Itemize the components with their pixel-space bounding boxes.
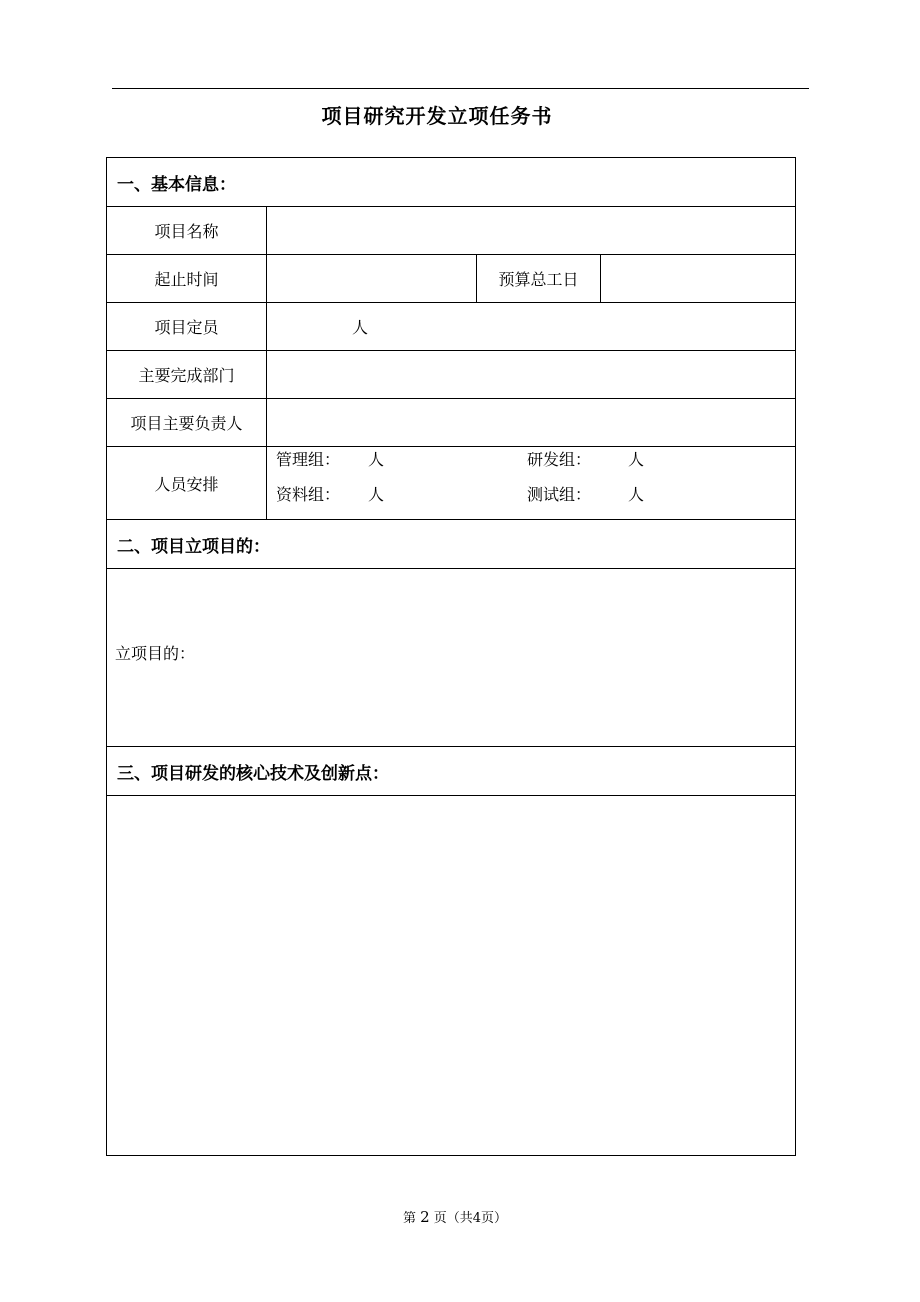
dept-field[interactable]	[267, 351, 795, 398]
staffing-row	[107, 447, 795, 520]
lead-label: 项目主要负责人	[107, 399, 267, 446]
lead-row	[107, 399, 795, 447]
section-basic-info-heading: 一、基本信息：	[107, 158, 795, 207]
header-rule	[112, 88, 809, 89]
footer-page-number: 2	[420, 1208, 430, 1226]
page-footer	[0, 1207, 910, 1226]
staffing-label: 人员安排	[107, 447, 267, 519]
tech-innovation-field[interactable]	[107, 796, 795, 1155]
section-purpose-heading: 二、项目立项目的：	[107, 520, 795, 569]
document-title: 项目研究开发立项任务书	[321, 104, 553, 128]
purpose-label: 立项目的：	[115, 644, 196, 663]
project-name-field[interactable]	[267, 207, 795, 254]
project-name-row	[107, 207, 795, 255]
group-docs-unit[interactable]: 人	[368, 485, 385, 504]
group-test-label: 测试组：	[527, 485, 592, 504]
budget-days-field[interactable]	[601, 255, 795, 302]
budget-days-label: 预算总工日	[476, 255, 601, 302]
footer-suffix: 页（共4页）	[433, 1211, 508, 1226]
group-management-label: 管理组：	[276, 450, 341, 469]
period-field[interactable]	[267, 255, 476, 302]
period-row	[107, 255, 795, 303]
period-label: 起止时间	[107, 255, 267, 302]
group-management-unit[interactable]: 人	[368, 450, 385, 469]
staffing-grid	[267, 447, 795, 519]
dept-row	[107, 351, 795, 399]
footer-prefix: 第	[402, 1211, 416, 1226]
headcount-row	[107, 303, 795, 351]
headcount-label: 项目定员	[107, 303, 267, 350]
project-name-label: 项目名称	[107, 207, 267, 254]
headcount-field[interactable]	[267, 303, 795, 350]
dept-label: 主要完成部门	[107, 351, 267, 398]
headcount-unit: 人	[352, 318, 369, 337]
group-test-unit[interactable]: 人	[628, 485, 645, 504]
group-docs-label: 资料组：	[276, 485, 341, 504]
group-rnd-unit[interactable]: 人	[628, 450, 645, 469]
section-tech-heading: 三、项目研发的核心技术及创新点：	[107, 747, 795, 796]
project-form	[106, 157, 796, 1156]
group-rnd-label: 研发组：	[527, 450, 592, 469]
lead-field[interactable]	[267, 399, 795, 446]
purpose-field[interactable]	[107, 569, 795, 747]
